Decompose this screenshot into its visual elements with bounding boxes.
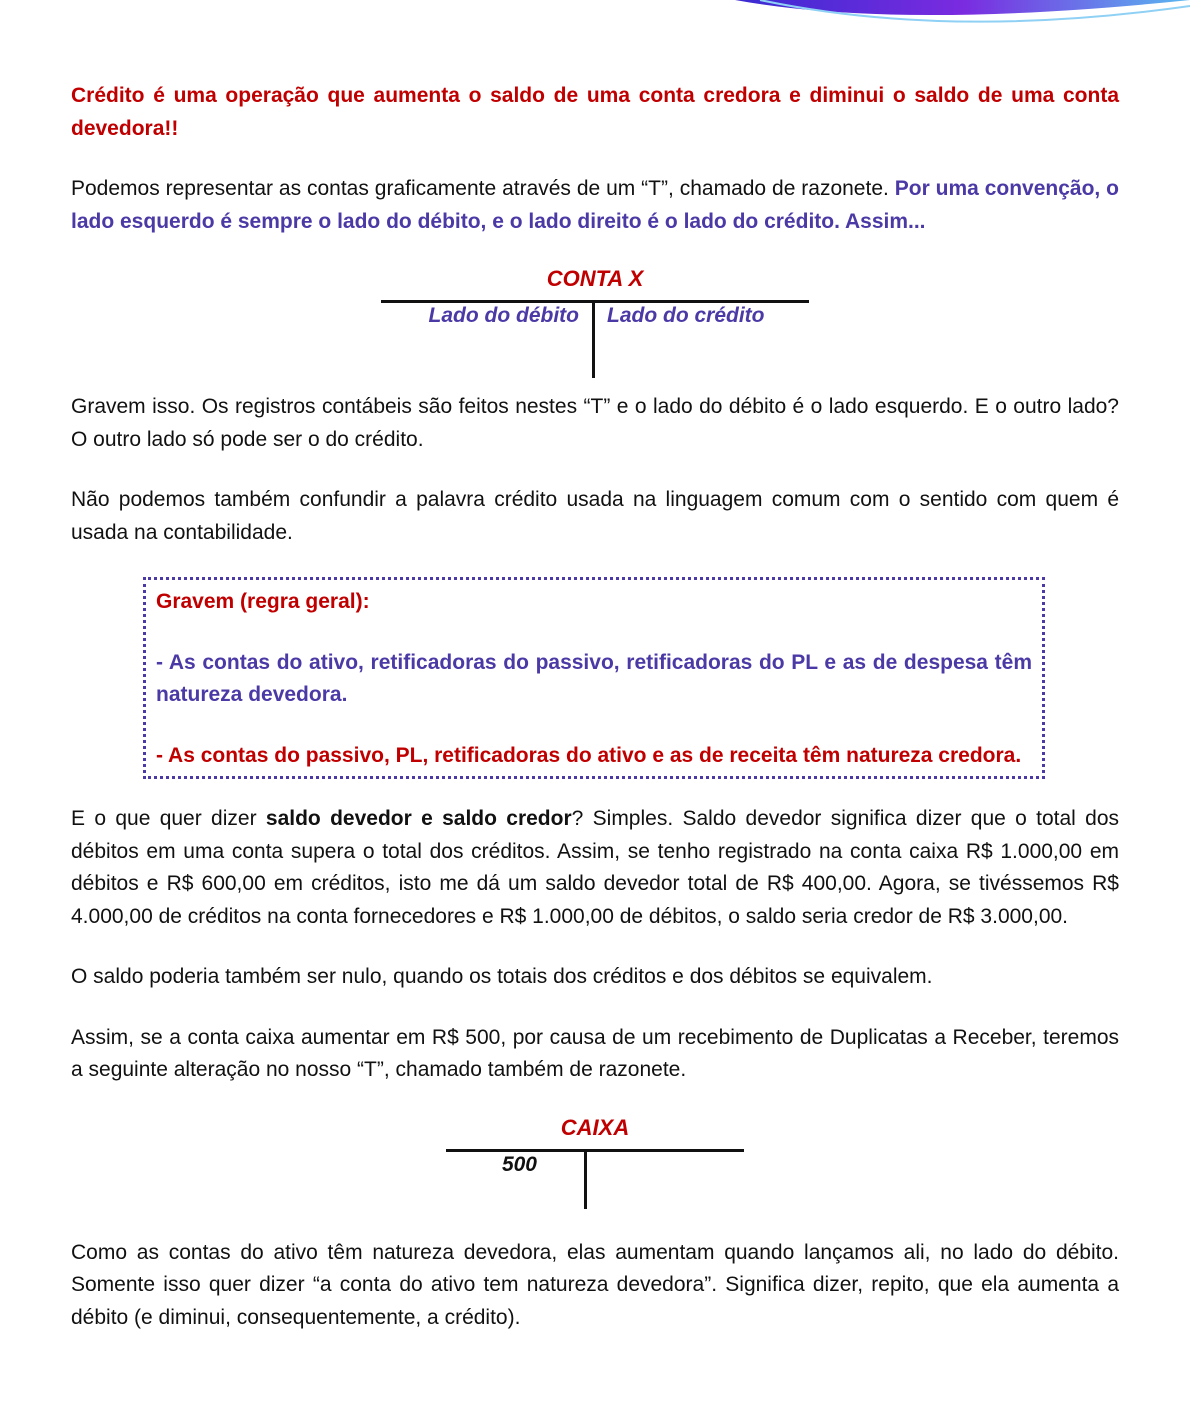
credit-definition: Crédito é uma operação que aumenta o saldo de uma conta credora e diminui o saldo de uma conta devedora!! (71, 84, 1119, 140)
credit-side-label: Lado do crédito (607, 304, 765, 327)
paragraph-gravem: Gravem isso. Os registros contábeis são feitos nestes “T” e o lado do débito é o lado esquerdo. E o outro lado? O outro lado só pode ser o do crédito. (71, 395, 1119, 451)
debit-value: 500 (501, 1152, 537, 1176)
razonete-intro (71, 173, 1119, 238)
saldo-text-b: ? Simples. Saldo devedor significa dizer que o total dos débitos em uma conta supera o total dos créditos. Assim, se tenho registrado na conta caixa R$ 1.000,00 em débitos e R$ 600,00 em créditos, isto me dá um saldo devedor total de R$ 400,00. Agora, se tivéssemos R$ 4.000,00 de créditos na conta fornecedores e R$ 1.000,00 de débitos, o saldo seria credor de R$ 3.000,00. (71, 807, 1120, 928)
convention-text: Por uma convenção, o lado esquerdo é sempre o lado do débito, e o lado direito é o lado do crédito. Assim... (71, 177, 1119, 233)
t-account-conta-x (71, 266, 1119, 391)
t-account-caixa (71, 1115, 1119, 1237)
rule-credit-nature: - As contas do passivo, PL, retificadoras do ativo e as de receita têm natureza credora. (156, 743, 1022, 767)
saldo-bold: saldo devedor e saldo credor (265, 807, 572, 830)
rule-debit-nature: - As contas do ativo, retificadoras do passivo, retificadoras do PL e as de despesa têm natureza devedora. (156, 650, 1032, 706)
t-account-top-line (446, 1149, 744, 1152)
t-account-top-line (381, 300, 809, 303)
t-account-title: CAIXA (560, 1114, 630, 1140)
saldo-text-a: E o que quer dizer (71, 807, 266, 830)
paragraph-confusion: Não podemos também confundir a palavra crédito usada na linguagem comum com o sentido com quem é usada na contabilidade. (71, 488, 1119, 544)
rule-heading: Gravem (regra geral): (156, 590, 370, 613)
debit-side-label: Lado do débito (428, 304, 579, 327)
rule-box (143, 577, 1045, 779)
paragraph-conclusion: Como as contas do ativo têm natureza devedora, elas aumentam quando lançamos ali, no lado do débito. Somente isso quer dizer “a conta do ativo tem natureza devedora”. Significa dizer, repito, que ela aumenta a débito (e diminui, consequentemente, a crédito). (71, 1240, 1119, 1329)
paragraph-saldo (71, 803, 1119, 933)
razonete-intro-text: Podemos representar as contas graficamente através de um “T”, chamado de razonete. (71, 177, 895, 200)
paragraph-caixa-example: Assim, se a conta caixa aumentar em R$ 500, por causa de um recebimento de Duplicatas a Receber, teremos a seguinte alteração no nosso “T”, chamado também de razonete. (71, 1025, 1119, 1081)
t-account-divider (584, 1149, 587, 1209)
t-account-title: CONTA X (546, 266, 644, 291)
paragraph-saldo-nulo: O saldo poderia também ser nulo, quando os totais dos créditos e dos débitos se equivalem. (71, 965, 933, 988)
t-account-divider (592, 300, 595, 378)
header-decoration (0, 0, 1190, 40)
